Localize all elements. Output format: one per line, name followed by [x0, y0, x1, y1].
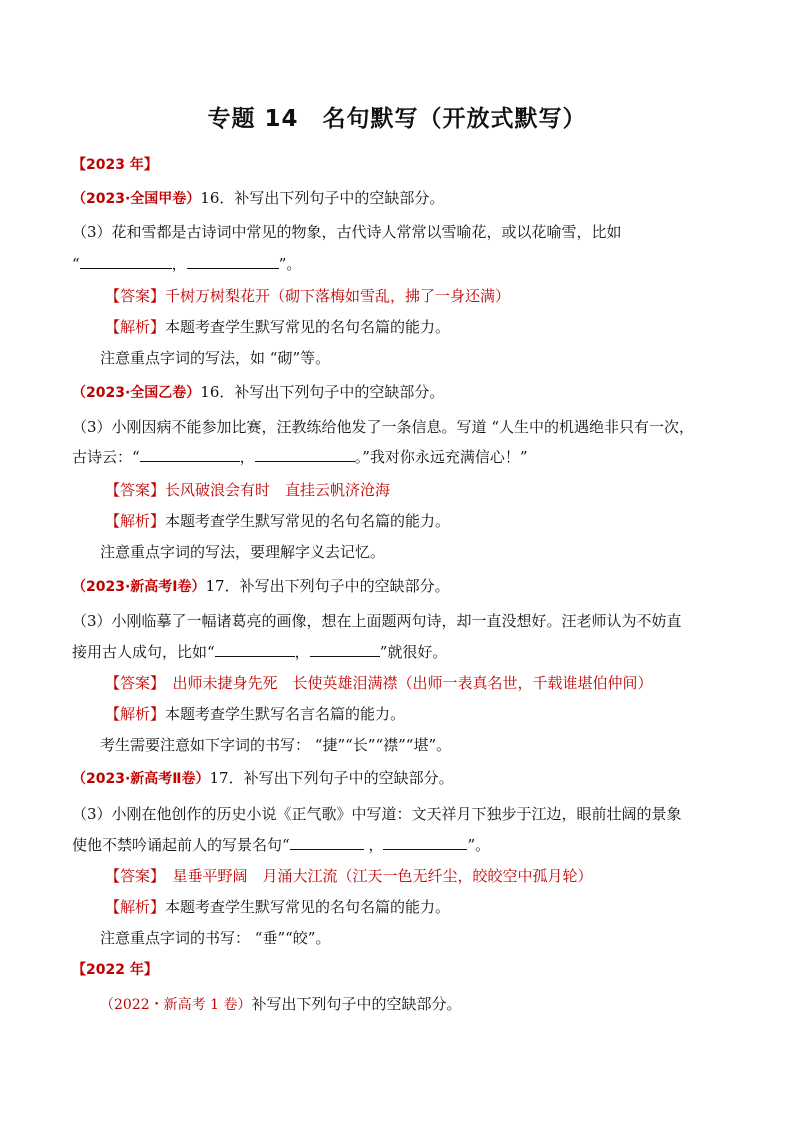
- answer-blank[interactable]: [215, 642, 295, 657]
- question-source: （2023·全国乙卷）: [72, 385, 201, 401]
- analysis-line: [105, 317, 450, 337]
- answer-blank[interactable]: [310, 642, 380, 657]
- answer-text: 千树万树梨花开（砌下落梅如雪乱，拂了一身还满）: [165, 287, 511, 305]
- analysis-text: 本题考查学生默写常见的名句名篇的能力。: [165, 898, 451, 916]
- answer-line: [105, 480, 390, 500]
- question-text: （3）小刚临摹了一幅诸葛亮的画像，想在上面题两句诗，却一直没想好。汪老师认为不妨直: [72, 612, 682, 630]
- answer-label: 【答案】: [105, 674, 158, 692]
- question-header: [72, 576, 450, 597]
- question-blank-line: 古诗云：“ ， 。”我对你永远充满信心！”: [72, 448, 528, 466]
- question-source: （2023·新高考Ⅰ卷）: [72, 579, 206, 595]
- section-heading-2022: 【2022 年】: [72, 962, 158, 978]
- answer-line: [105, 286, 510, 306]
- answer-line: [105, 866, 593, 886]
- question-header: [100, 994, 461, 1015]
- analysis-text: 本题考查学生默写名言名篇的能力。: [165, 705, 406, 723]
- question-blank-line: 使他不禁吟诵起前人的写景名句“ ， ”。: [72, 836, 491, 854]
- analysis-note: 注意重点字词的写法，如 “砌”等。: [100, 349, 331, 367]
- answer-line: [105, 673, 653, 693]
- analysis-note: 考生需要注意如下字词的书写： “捷”“长”“襟”“堪”。: [100, 736, 452, 754]
- answer-label: 【答案】: [105, 287, 166, 305]
- analysis-line: [105, 704, 405, 724]
- answer-text: 星垂平野阔 月涌大江流（江天一色无纤尘，皎皎空中孤月轮）: [157, 867, 593, 885]
- analysis-line: [105, 511, 450, 531]
- analysis-text: 本题考查学生默写常见的名句名篇的能力。: [165, 318, 451, 336]
- answer-label: 【答案】: [105, 481, 166, 499]
- analysis-label: 【解析】: [105, 898, 166, 916]
- analysis-note: 注意重点字词的写法，要理解字义去记忆。: [100, 543, 386, 561]
- answer-blank[interactable]: [290, 835, 364, 850]
- answer-blank[interactable]: [140, 447, 240, 462]
- answer-text: 出师未捷身先死 长使英雄泪满襟（出师一表真名世，千载谁堪伯仲间）: [157, 674, 653, 692]
- question-header: [72, 188, 444, 209]
- question-number: 16．补写出下列句子中的空缺部分。: [200, 189, 445, 207]
- question-source: （2023·新高考Ⅱ卷）: [72, 771, 210, 787]
- analysis-label: 【解析】: [105, 318, 166, 336]
- analysis-label: 【解析】: [105, 705, 166, 723]
- question-text: （3）小刚因病不能参加比赛，汪教练给他发了一条信息。写道 “人生中的机遇绝非只有一次，: [72, 418, 694, 436]
- question-header: [72, 382, 444, 403]
- question-number: 17．补写出下列句子中的空缺部分。: [209, 769, 454, 787]
- answer-blank[interactable]: [187, 254, 279, 269]
- answer-blank[interactable]: [383, 835, 467, 850]
- analysis-label: 【解析】: [105, 512, 166, 530]
- analysis-text: 本题考查学生默写常见的名句名篇的能力。: [165, 512, 451, 530]
- answer-text: 长风破浪会有时 直挂云帆济沧海: [165, 481, 391, 499]
- section-heading-2023: 【2023 年】: [72, 157, 158, 173]
- question-header: [72, 768, 454, 789]
- answer-blank[interactable]: [255, 447, 355, 462]
- question-blank-line: “ ， ”。: [72, 255, 302, 273]
- question-number: 17．补写出下列句子中的空缺部分。: [205, 577, 450, 595]
- question-source: （2022・新高考 1 卷）: [100, 997, 252, 1013]
- analysis-line: [105, 897, 450, 917]
- analysis-note: 注意重点字词的书写： “垂”“皎”。: [100, 929, 331, 947]
- question-text: （3）花和雪都是古诗词中常见的物象，古代诗人常常以雪喻花，或以花喻雪，比如: [72, 223, 622, 241]
- page-title: 专题 14 名句默写（开放式默写）: [207, 106, 587, 132]
- answer-label: 【答案】: [105, 867, 158, 885]
- question-text: （3）小刚在他创作的历史小说《正气歌》中写道：文天祥月下独步于江边，眼前壮阔的景象: [72, 805, 682, 823]
- question-number: 补写出下列句子中的空缺部分。: [251, 995, 462, 1013]
- answer-blank[interactable]: [80, 254, 172, 269]
- question-blank-line: 接用古人成句，比如“ ， ”就很好。: [72, 643, 448, 661]
- question-source: （2023·全国甲卷）: [72, 191, 201, 207]
- question-number: 16．补写出下列句子中的空缺部分。: [200, 383, 445, 401]
